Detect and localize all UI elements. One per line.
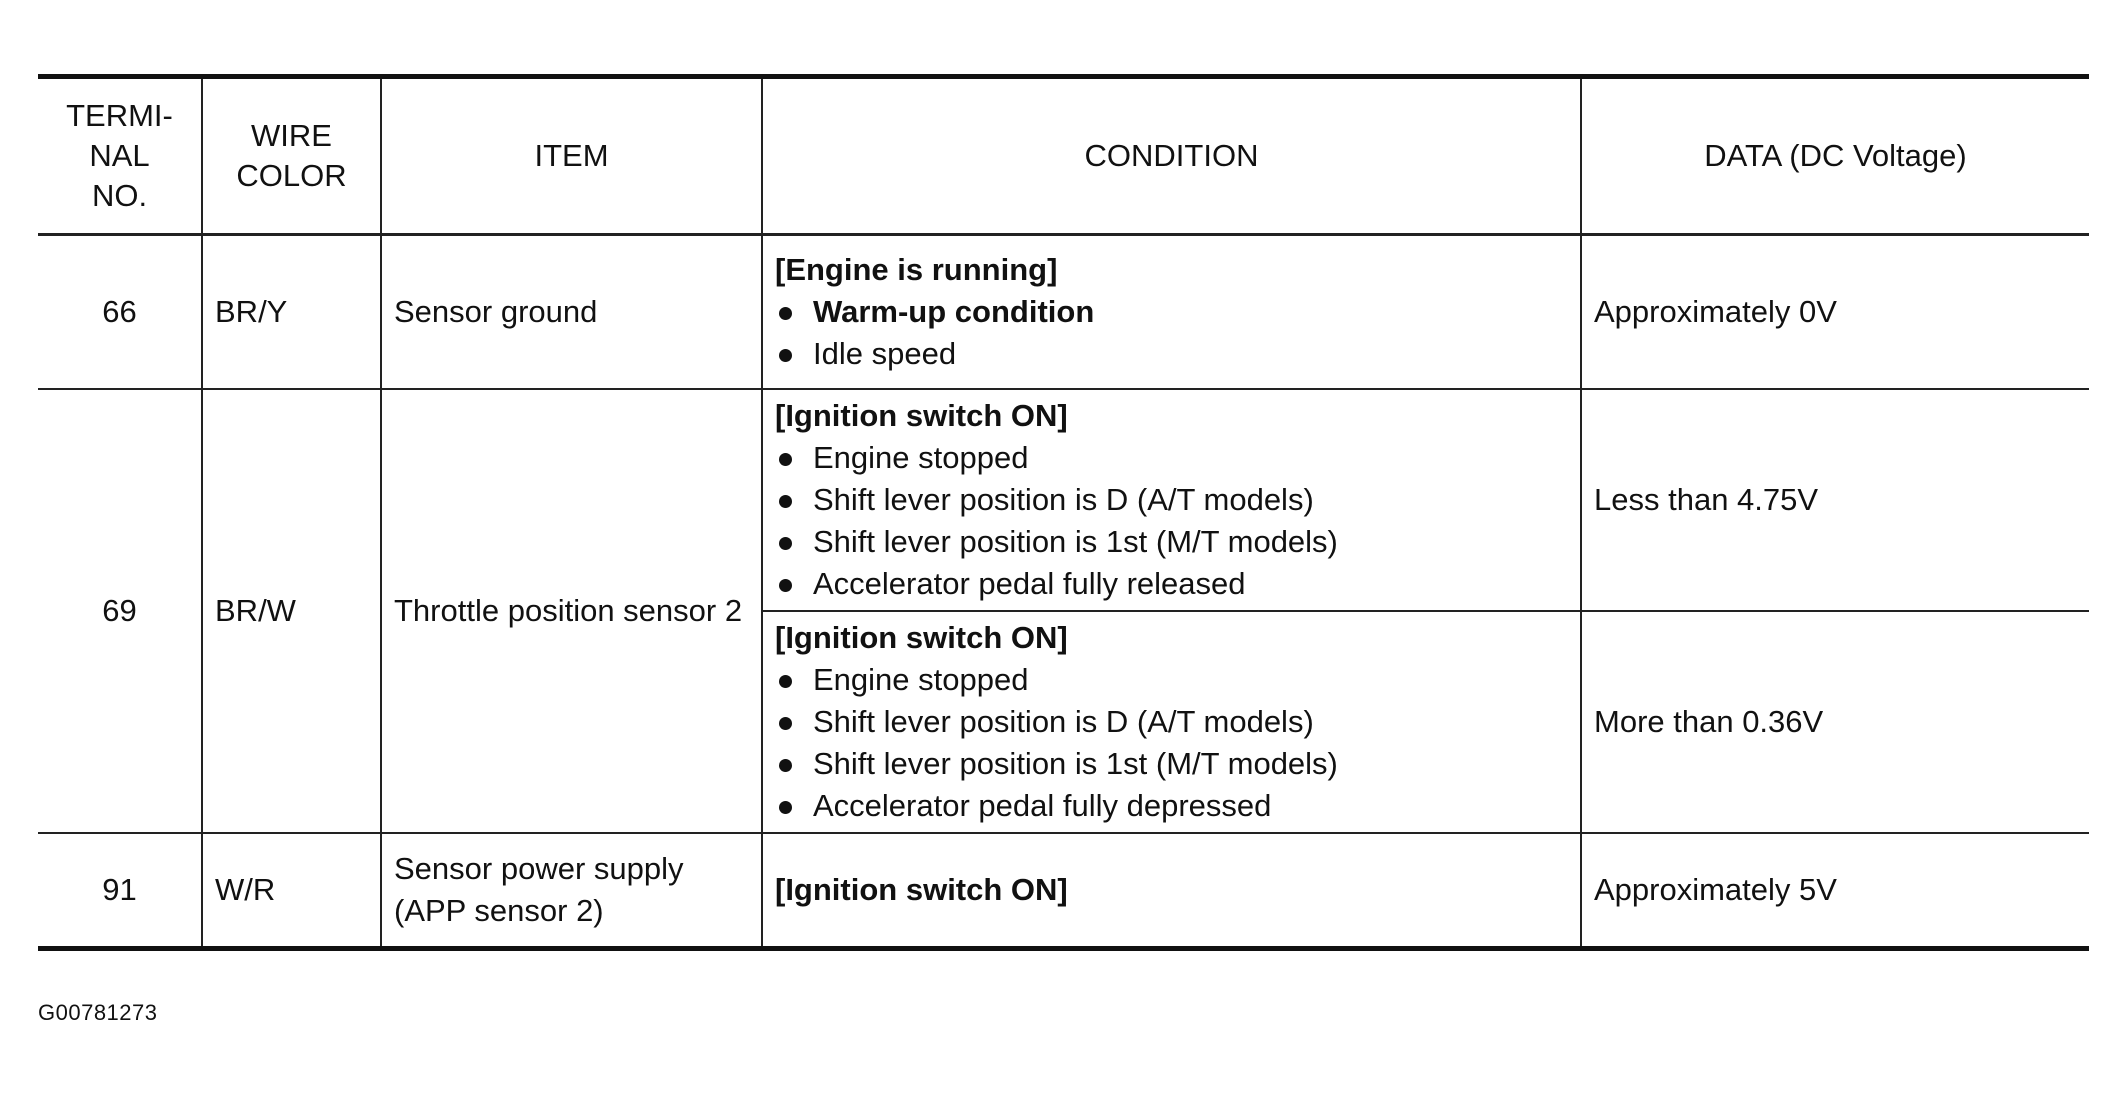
terminal-cell: 69 [38,389,202,833]
wire-color-cell: BR/Y [202,235,381,390]
table-row [38,235,2089,390]
header-wire-color [202,77,381,235]
condition-bullet: Engine stopped [775,659,1568,701]
condition-title: [Engine is running] [775,252,1058,287]
header-wire-line2: COLOR [236,158,347,193]
header-terminal-no [38,77,202,235]
condition-title: [Ignition switch ON] [775,620,1068,655]
condition-cell [762,833,1581,949]
condition-bullet: Idle speed [775,333,1568,375]
header-terminal-line2: NAL [89,138,150,173]
terminal-cell: 66 [38,235,202,390]
condition-bullet: Shift lever position is D (A/T models) [775,701,1568,743]
item-cell: Sensor ground [381,235,762,390]
condition-title: [Ignition switch ON] [775,872,1068,907]
header-terminal-line1: TERMI- [66,98,173,133]
condition-title: [Ignition switch ON] [775,398,1068,433]
header-wire-line1: WIRE [251,118,332,153]
terminal-cell: 91 [38,833,202,949]
condition-bullet: Accelerator pedal fully depressed [775,785,1568,827]
condition-cell [762,235,1581,390]
wire-color-cell: BR/W [202,389,381,833]
data-cell: Less than 4.75V [1581,389,2089,611]
header-data: DATA (DC Voltage) [1581,77,2089,235]
condition-bullet: Shift lever position is D (A/T models) [775,479,1568,521]
condition-list [775,659,1568,827]
figure-code: G00781273 [38,1000,158,1025]
header-item: ITEM [381,77,762,235]
item-cell: Throttle position sensor 2 [381,389,762,833]
data-cell: More than 0.36V [1581,611,2089,833]
data-cell: Approximately 5V [1581,833,2089,949]
terminal-data-table [38,74,2089,951]
header-condition: CONDITION [762,77,1581,235]
condition-bullet: Shift lever position is 1st (M/T models) [775,521,1568,563]
condition-bullet: Shift lever position is 1st (M/T models) [775,743,1568,785]
data-cell: Approximately 0V [1581,235,2089,390]
condition-list [775,437,1568,605]
table-header-row [38,77,2089,235]
condition-bullet: Engine stopped [775,437,1568,479]
table-row [38,833,2089,949]
condition-bullet: Accelerator pedal fully released [775,563,1568,605]
condition-cell [762,611,1581,833]
wire-color-cell: W/R [202,833,381,949]
condition-list [775,291,1568,375]
item-cell: Sensor power supply (APP sensor 2) [381,833,762,949]
condition-bullet: Warm-up condition [775,291,1568,333]
condition-cell [762,389,1581,611]
table-row [38,389,2089,611]
header-terminal-line3: NO. [91,178,148,213]
